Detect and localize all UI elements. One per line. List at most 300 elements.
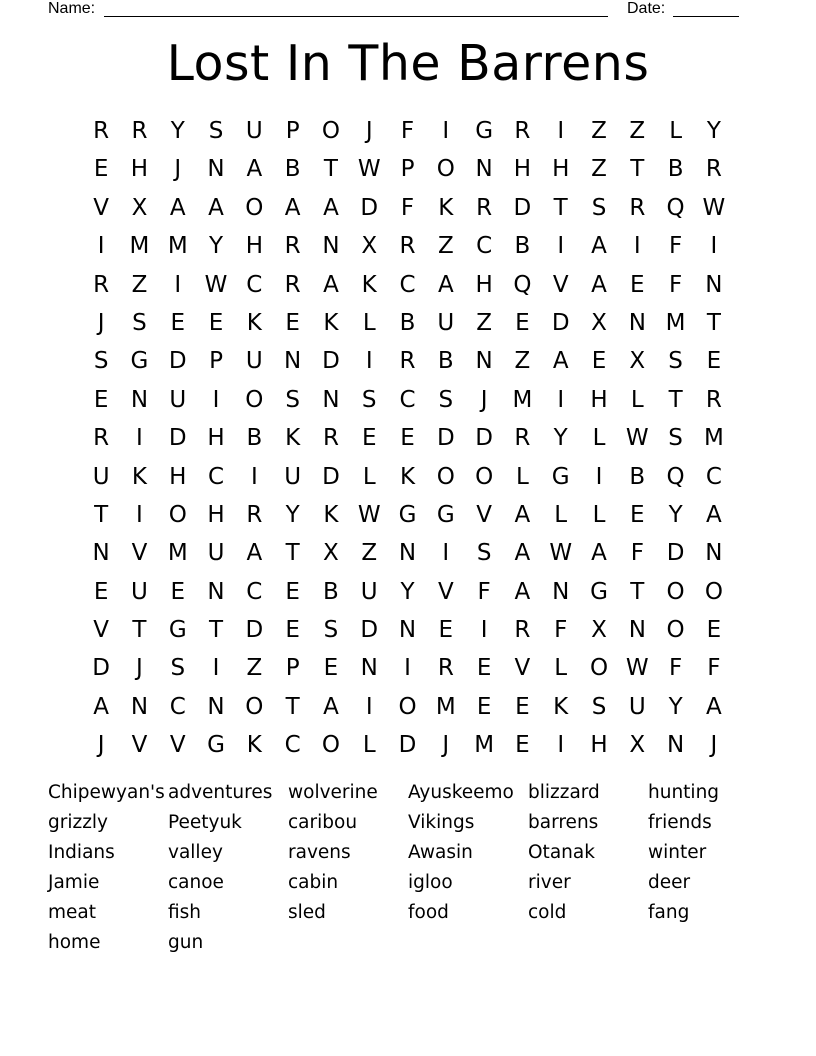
grid-cell: K [399, 463, 416, 490]
grid-cell: T [630, 578, 645, 605]
grid-cell: I [136, 425, 143, 452]
grid-cell: F [668, 271, 683, 298]
grid-cell: Y [170, 118, 185, 144]
grid-cell: Z [246, 655, 263, 682]
word-list-item: wolverine [288, 782, 378, 803]
grid-cell: I [212, 386, 220, 413]
grid-cell: N [322, 233, 340, 260]
grid-cell: G [168, 617, 187, 644]
grid-cell: K [323, 501, 339, 528]
grid-cell: C [399, 386, 416, 413]
date-label: Date: [627, 0, 666, 17]
grid-cell: B [514, 233, 531, 260]
grid-cell: Z [514, 348, 531, 375]
grid-cell: C [705, 463, 722, 490]
grid-cell: A [246, 540, 263, 567]
grid-cell: K [361, 271, 377, 298]
header-line [48, 0, 748, 20]
grid-cell: N [92, 540, 110, 567]
grid-cell: D [168, 425, 187, 452]
grid-cell: H [169, 463, 187, 490]
grid-cell: U [437, 309, 455, 336]
grid-cell: B [667, 156, 684, 183]
grid-cell: V [552, 271, 569, 298]
grid-cell: E [285, 617, 300, 644]
grid-cell: M [703, 425, 724, 452]
word-list-item: cabin [288, 872, 339, 893]
grid-cell: O [168, 501, 187, 528]
grid-cell: H [590, 732, 608, 759]
grid-cell: D [322, 463, 340, 490]
word-list-item: adventures [168, 782, 273, 803]
grid-cell: B [399, 309, 416, 336]
grid-cell: U [207, 540, 225, 567]
grid-cell: G [475, 118, 494, 144]
grid-cell: M [167, 540, 188, 567]
grid-cell: N [207, 693, 225, 720]
grid-cell: O [321, 118, 340, 144]
grid-cell: A [706, 693, 722, 720]
grid-cell: N [705, 271, 723, 298]
word-list-item: hunting [648, 782, 720, 803]
grid-cell: H [475, 271, 493, 298]
grid-cell: T [209, 617, 224, 644]
grid-cell: X [323, 540, 339, 567]
grid-cell: J [442, 732, 450, 759]
grid-cell: E [93, 156, 109, 183]
word-list [48, 778, 768, 958]
name-blank-line [104, 16, 608, 17]
grid-cell: H [590, 386, 608, 413]
grid-cell: Z [361, 540, 378, 567]
grid-cell: E [515, 309, 530, 336]
grid-cell: M [435, 693, 456, 720]
grid-cell: K [438, 194, 454, 221]
grid-cell: O [666, 617, 685, 644]
grid-cell: K [131, 463, 147, 490]
word-list-item: ravens [288, 842, 351, 863]
grid-cell: A [591, 271, 607, 298]
grid-cell: D [551, 309, 570, 336]
grid-cell: A [246, 156, 263, 183]
grid-cell: M [474, 732, 495, 759]
grid-cell: Q [513, 271, 532, 298]
grid-cell: R [705, 386, 722, 413]
grid-cell: X [131, 194, 148, 221]
grid-cell: N [628, 309, 646, 336]
word-list-item: grizzly [48, 812, 108, 833]
grid-cell: C [169, 693, 186, 720]
grid-cell: R [514, 118, 531, 144]
grid-cell: A [284, 194, 301, 221]
grid-cell: B [323, 578, 339, 605]
grid-cell: T [706, 309, 721, 336]
grid-cell: S [170, 655, 186, 682]
grid-cell: G [590, 578, 608, 605]
grid-cell: L [554, 655, 568, 682]
grid-cell: C [476, 233, 493, 260]
word-list-item: Ayuskeemo [408, 782, 514, 803]
grid-cell: T [553, 194, 568, 221]
grid-cell: D [322, 348, 340, 375]
word-list-item: sled [288, 902, 326, 923]
grid-cell: M [167, 233, 188, 260]
grid-cell: K [553, 693, 569, 720]
grid-cell: N [284, 348, 302, 375]
grid-cell: F [554, 617, 568, 644]
word-list-item: cold [528, 902, 567, 923]
word-list-item: food [408, 902, 449, 923]
grid-cell: E [361, 425, 377, 452]
grid-cell: I [595, 463, 603, 490]
grid-cell: W [625, 655, 649, 682]
grid-cell: J [710, 732, 718, 759]
grid-cell: B [246, 425, 263, 452]
grid-cell: O [245, 386, 264, 413]
grid-cell: N [360, 655, 378, 682]
grid-cell: R [93, 271, 110, 298]
grid-cell: W [357, 501, 381, 528]
grid-cell: H [130, 156, 149, 183]
grid-cell: E [285, 309, 300, 336]
grid-cell: J [136, 655, 143, 682]
grid-cell: D [360, 617, 379, 644]
grid-cell: D [475, 425, 493, 452]
grid-cell: C [246, 271, 263, 298]
grid-cell: U [284, 463, 302, 490]
grid-cell: A [93, 693, 110, 720]
grid-cell: N [628, 617, 646, 644]
grid-cell: L [630, 386, 644, 413]
word-list-item: Awasin [408, 842, 473, 863]
word-list-item: deer [648, 872, 691, 893]
grid-cell: L [669, 118, 683, 144]
grid-cell: N [207, 578, 225, 605]
grid-cell: Y [668, 501, 683, 528]
grid-cell: S [285, 386, 300, 413]
grid-cell: R [399, 348, 416, 375]
grid-cell: V [169, 732, 186, 759]
grid-cell: D [513, 194, 532, 221]
grid-cell: M [512, 386, 533, 413]
grid-cell: O [589, 655, 609, 682]
grid-cell: I [97, 233, 105, 260]
grid-cell: N [552, 578, 570, 605]
grid-cell: G [398, 501, 417, 528]
grid-cell: I [557, 233, 565, 260]
grid-cell: O [245, 693, 264, 720]
grid-cell: H [552, 156, 570, 183]
grid-cell: I [480, 617, 488, 644]
grid-cell: L [592, 501, 606, 528]
grid-cell: A [591, 540, 607, 567]
grid-cell: R [246, 501, 263, 528]
grid-cell: N [705, 540, 723, 567]
grid-cell: G [436, 501, 455, 528]
grid-cell: D [245, 617, 264, 644]
grid-cell: V [131, 732, 148, 759]
grid-cell: K [246, 309, 262, 336]
grid-cell: E [170, 578, 186, 605]
grid-cell: O [321, 732, 340, 759]
grid-cell: L [362, 463, 376, 490]
grid-cell: O [436, 156, 455, 183]
grid-cell: D [360, 194, 379, 221]
grid-cell: H [245, 233, 263, 260]
grid-cell: N [398, 617, 417, 644]
grid-cell: Z [629, 118, 646, 144]
grid-cell: A [514, 578, 531, 605]
word-list-item: Vikings [408, 812, 475, 833]
grid-cell: E [515, 693, 530, 720]
word-list-item: home [48, 932, 101, 953]
grid-cell: Y [668, 693, 683, 720]
grid-cell: A [323, 693, 339, 720]
grid-cell: E [208, 309, 224, 336]
grid-cell: P [400, 156, 415, 183]
puzzle-title: Lost In The Barrens [166, 35, 650, 92]
grid-cell: V [514, 655, 531, 682]
grid-cell: N [130, 386, 149, 413]
grid-cell: T [285, 693, 300, 720]
grid-cell: L [362, 309, 376, 336]
grid-cell: W [549, 540, 573, 567]
grid-cell: R [131, 118, 148, 144]
grid-cell: N [398, 540, 417, 567]
word-list-item: canoe [168, 872, 224, 893]
grid-cell: P [285, 655, 300, 682]
grid-cell: V [476, 501, 492, 528]
grid-cell: J [365, 118, 373, 144]
word-list-item: fish [168, 902, 202, 923]
grid-cell: F [707, 655, 721, 682]
grid-cell: E [285, 578, 300, 605]
grid-cell: C [284, 732, 301, 759]
grid-cell: W [702, 194, 726, 221]
grid-cell: J [97, 309, 105, 336]
grid-cell: N [322, 386, 340, 413]
grid-cell: R [284, 271, 301, 298]
word-list-item: Otanak [528, 842, 595, 863]
grid-cell: I [174, 271, 182, 298]
grid-cell: R [629, 194, 646, 221]
grid-cell: W [357, 156, 381, 183]
grid-cell: S [668, 425, 683, 452]
grid-cell: V [437, 578, 454, 605]
grid-cell: I [365, 348, 373, 375]
grid-cell: R [476, 194, 493, 221]
grid-cell: E [170, 309, 186, 336]
word-list-item: igloo [408, 872, 453, 893]
grid-cell: U [628, 693, 646, 720]
grid-cell: B [437, 348, 454, 375]
grid-cell: M [129, 233, 150, 260]
grid-cell: V [131, 540, 148, 567]
grid-cell: H [513, 156, 532, 183]
grid-cell: B [284, 156, 301, 183]
grid-cell: E [476, 693, 492, 720]
grid-cell: A [514, 501, 531, 528]
grid-cell: N [475, 348, 493, 375]
grid-cell: D [92, 655, 110, 682]
grid-cell: K [246, 732, 262, 759]
grid-cell: L [554, 501, 568, 528]
grid-cell: I [557, 386, 565, 413]
grid-cell: J [480, 386, 488, 413]
grid-cell: L [516, 463, 529, 490]
word-list-item: Indians [48, 842, 115, 863]
grid-cell: G [130, 348, 149, 375]
grid-cell: I [557, 732, 565, 759]
grid-cell: U [131, 578, 148, 605]
grid-cell: X [591, 309, 607, 336]
word-list-item: Jamie [48, 872, 100, 893]
grid-cell: E [438, 617, 454, 644]
grid-cell: U [245, 348, 263, 375]
grid-cell: O [704, 578, 723, 605]
grid-cell: O [245, 194, 264, 221]
grid-cell: H [207, 501, 225, 528]
grid-cell: O [398, 693, 417, 720]
grid-cell: I [710, 233, 718, 260]
word-list-item: river [528, 872, 571, 893]
grid-cell: F [668, 233, 683, 260]
grid-cell: X [629, 348, 646, 375]
grid-cell: R [514, 617, 531, 644]
grid-cell: I [442, 118, 450, 144]
grid-cell: E [630, 271, 645, 298]
grid-cell: S [476, 540, 492, 567]
grid-cell: E [476, 655, 492, 682]
grid-cell: Z [591, 156, 607, 183]
word-list-item: winter [648, 842, 707, 863]
grid-cell: T [630, 156, 645, 183]
grid-cell: R [399, 233, 416, 260]
word-list-item: blizzard [528, 782, 600, 803]
grid-cell: E [93, 578, 109, 605]
grid-cell: E [400, 425, 415, 452]
grid-cell: J [97, 732, 105, 759]
grid-cell: M [665, 309, 686, 336]
word-list-item: Peetyuk [168, 812, 242, 833]
grid-cell: X [361, 233, 378, 260]
word-list-item: fang [648, 902, 690, 923]
grid-cell: E [706, 617, 722, 644]
grid-cell: R [93, 118, 110, 144]
grid-cell: A [323, 271, 339, 298]
grid-cell: O [475, 463, 494, 490]
grid-cell: N [666, 732, 685, 759]
grid-cell: S [668, 348, 683, 375]
grid-cell: A [514, 540, 531, 567]
grid-cell: R [93, 425, 110, 452]
grid-cell: X [629, 732, 646, 759]
grid-cell: Z [437, 233, 454, 260]
grid-cell: C [246, 578, 263, 605]
grid-cell: F [400, 118, 415, 144]
grid-cell: U [169, 386, 187, 413]
grid-cell: A [208, 194, 224, 221]
grid-cell: S [132, 309, 147, 336]
grid-cell: V [93, 194, 110, 221]
grid-cell: D [168, 348, 187, 375]
grid-cell: A [437, 271, 454, 298]
date-blank-line [673, 16, 739, 17]
grid-cell: S [361, 386, 377, 413]
grid-cell: Z [591, 118, 607, 144]
grid-cell: A [706, 501, 722, 528]
grid-cell: Y [285, 501, 300, 528]
grid-cell: T [323, 156, 338, 183]
grid-cell: S [591, 693, 607, 720]
name-label: Name: [48, 0, 96, 17]
word-list-item: valley [168, 842, 223, 863]
word-list-item: meat [48, 902, 96, 923]
grid-cell: U [360, 578, 378, 605]
grid-cell: R [705, 156, 722, 183]
grid-cell: O [666, 578, 685, 605]
grid-cell: B [629, 463, 646, 490]
word-list-item: caribou [288, 812, 358, 833]
word-list-item: friends [648, 812, 712, 833]
grid-cell: Y [209, 233, 224, 260]
grid-cell: D [666, 540, 685, 567]
grid-cell: H [207, 425, 225, 452]
grid-cell: Y [706, 118, 721, 144]
grid-cell: R [284, 233, 301, 260]
grid-cell: E [323, 655, 339, 682]
grid-cell: Z [131, 271, 148, 298]
grid-cell: N [207, 156, 225, 183]
grid-cell: K [323, 309, 339, 336]
grid-cell: X [591, 617, 607, 644]
grid-cell: D [398, 732, 417, 759]
grid-cell: V [93, 617, 110, 644]
grid-cell: F [477, 578, 491, 605]
grid-cell: A [552, 348, 569, 375]
grid-cell: L [362, 732, 376, 759]
grid-cell: A [323, 194, 339, 221]
grid-cell: I [212, 655, 220, 682]
grid-cell: N [475, 156, 493, 183]
grid-cell: E [93, 386, 109, 413]
grid-cell: I [250, 463, 258, 490]
grid-cell: Z [476, 309, 492, 336]
grid-cell: O [436, 463, 455, 490]
grid-cell: S [438, 386, 454, 413]
word-list-item: Chipewyan's [48, 782, 165, 803]
grid-cell: I [365, 693, 373, 720]
grid-cell: I [404, 655, 411, 682]
grid-cell: I [442, 540, 450, 567]
grid-cell: R [437, 655, 454, 682]
grid-cell: Q [666, 194, 685, 221]
grid-cell: S [591, 194, 607, 221]
word-list-item: gun [168, 932, 204, 953]
grid-cell: D [436, 425, 455, 452]
grid-cell: S [208, 118, 224, 144]
grid-cell: I [633, 233, 641, 260]
grid-cell: T [668, 386, 683, 413]
grid-cell: A [591, 233, 607, 260]
grid-cell: E [591, 348, 607, 375]
word-list-item: barrens [528, 812, 599, 833]
grid-cell: J [174, 156, 182, 183]
grid-cell: Y [400, 578, 415, 605]
grid-cell: Y [553, 425, 568, 452]
grid-cell: W [204, 271, 228, 298]
grid-cell: T [132, 617, 147, 644]
